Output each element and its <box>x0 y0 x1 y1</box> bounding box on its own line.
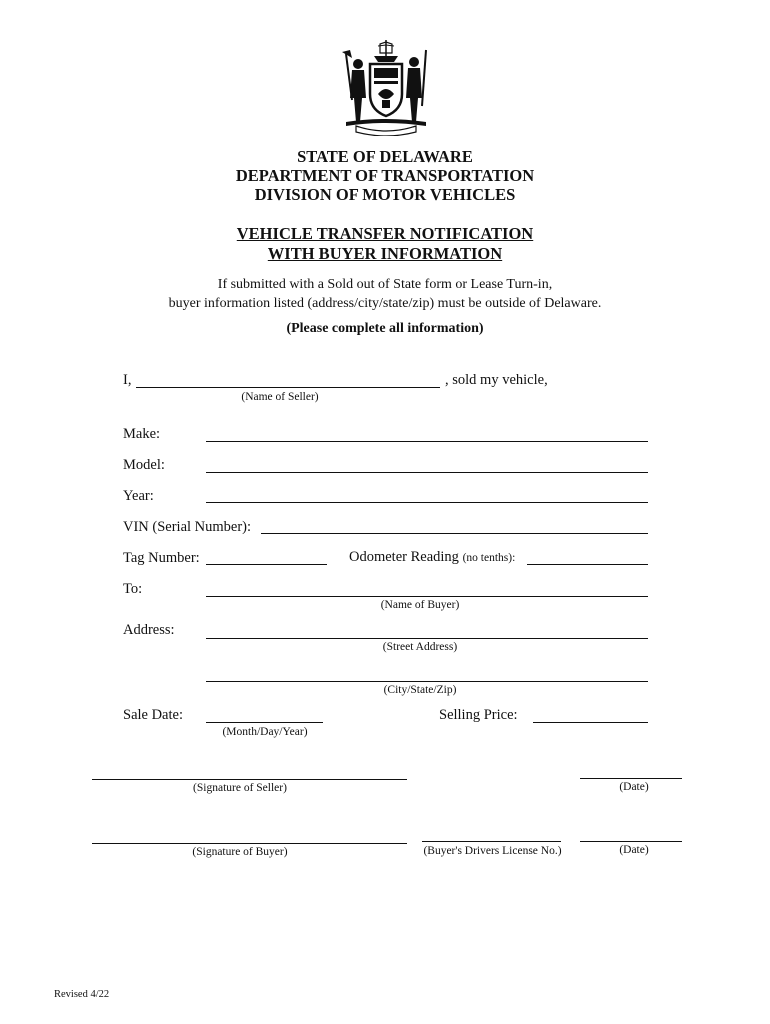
notice-line1: If submitted with a Sold out of State form or Lease Turn-in, <box>217 277 553 292</box>
address-label: Address: <box>123 622 175 638</box>
header-department: DEPARTMENT OF TRANSPORTATION <box>235 166 535 185</box>
year-label: Year: <box>123 488 154 504</box>
header-state: STATE OF DELAWARE <box>297 147 473 166</box>
street-address-caption: (Street Address) <box>382 641 458 653</box>
vin-field[interactable] <box>261 533 648 534</box>
tag-number-label: Tag Number: <box>123 550 200 566</box>
sale-date-field[interactable] <box>206 722 323 723</box>
header-division: DIVISION OF MOTOR VEHICLES <box>254 185 516 204</box>
tag-number-field[interactable] <box>206 564 327 565</box>
buyer-date-caption: (Date) <box>619 844 649 856</box>
buyer-signature-field[interactable] <box>92 843 407 844</box>
street-address-field[interactable] <box>206 638 648 639</box>
buyer-license-caption: (Buyer's Drivers License No.) <box>423 845 562 857</box>
odometer-label <box>349 549 515 566</box>
seller-suffix: , sold my vehicle, <box>445 372 548 388</box>
make-field[interactable] <box>206 441 648 442</box>
revised-date: Revised 4/22 <box>54 989 110 1000</box>
form-title-line2: WITH BUYER INFORMATION <box>267 244 503 263</box>
year-field[interactable] <box>206 502 648 503</box>
seller-date-field[interactable] <box>580 778 682 779</box>
odometer-note: (no tenths): <box>462 552 516 564</box>
delaware-state-seal-icon <box>336 36 436 136</box>
city-state-zip-caption: (City/State/Zip) <box>383 684 457 696</box>
notice-line2: buyer information listed (address/city/state/zip) must be outside of Delaware. <box>168 296 602 311</box>
buyer-license-field[interactable] <box>422 841 561 842</box>
odometer-label-text: Odometer Reading <box>349 549 459 565</box>
make-label: Make: <box>123 426 161 442</box>
city-state-zip-field[interactable] <box>206 681 648 682</box>
buyer-date-field[interactable] <box>580 841 682 842</box>
odometer-field[interactable] <box>527 564 648 565</box>
to-label: To: <box>123 581 143 597</box>
seller-date-caption: (Date) <box>619 781 649 793</box>
selling-price-label: Selling Price: <box>439 707 518 723</box>
model-label: Model: <box>123 457 165 473</box>
buyer-signature-caption: (Signature of Buyer) <box>192 846 288 858</box>
seller-name-caption: (Name of Seller) <box>241 391 319 403</box>
model-field[interactable] <box>206 472 648 473</box>
sale-date-label: Sale Date: <box>123 707 183 723</box>
form-title-line1: VEHICLE TRANSFER NOTIFICATION <box>236 224 534 243</box>
vin-label: VIN (Serial Number): <box>123 519 252 535</box>
buyer-name-field[interactable] <box>206 596 648 597</box>
sale-date-caption: (Month/Day/Year) <box>222 726 308 738</box>
notice-complete-all: (Please complete all information) <box>286 321 484 336</box>
selling-price-field[interactable] <box>533 722 648 723</box>
seller-name-field[interactable] <box>136 387 440 388</box>
seller-prefix: I, <box>123 372 132 388</box>
buyer-name-caption: (Name of Buyer) <box>380 599 460 611</box>
seller-signature-caption: (Signature of Seller) <box>193 782 287 794</box>
seller-signature-field[interactable] <box>92 779 407 780</box>
